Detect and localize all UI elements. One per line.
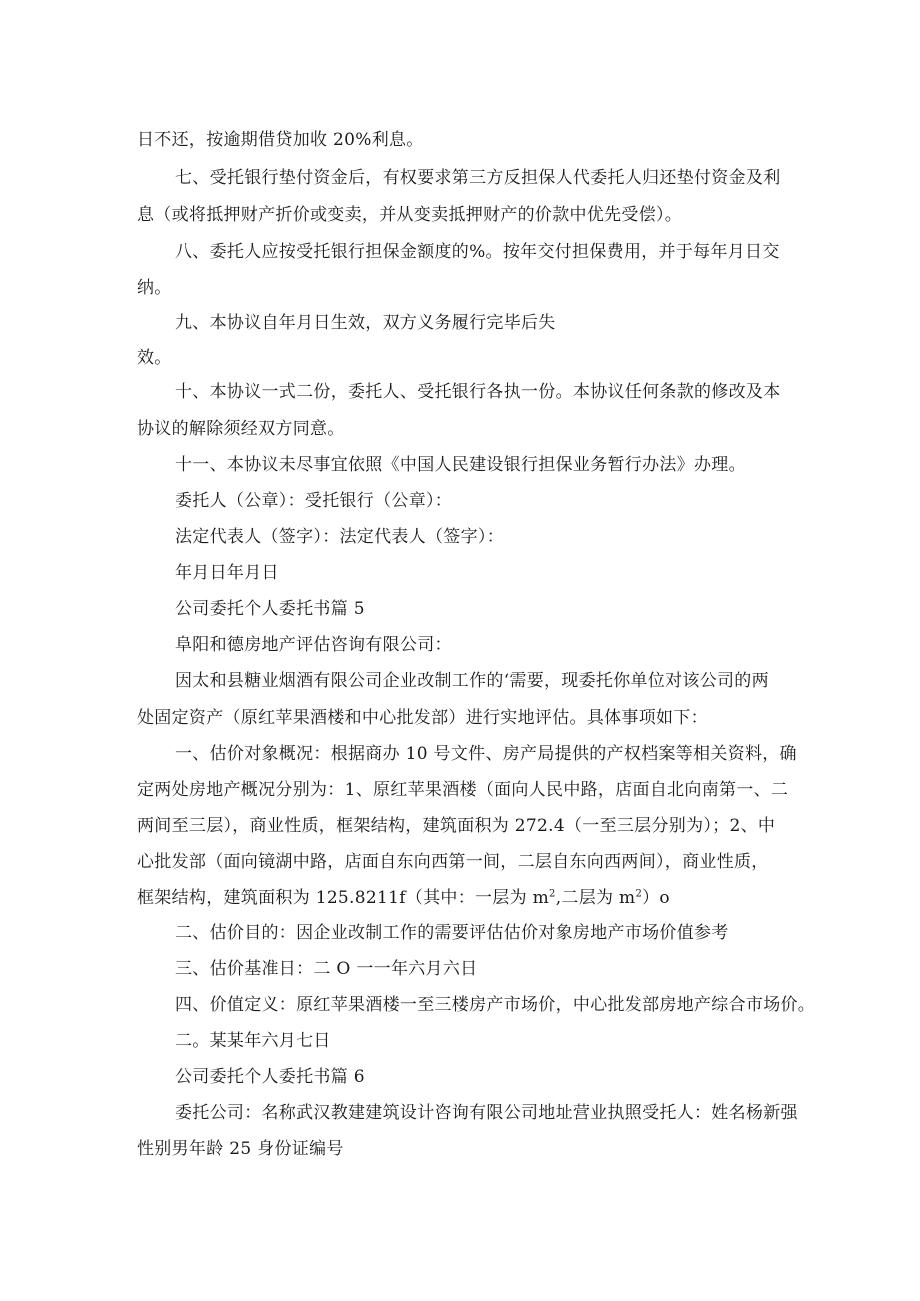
text-line: 八、委托人应按受托银行担保金额度的%。按年交付担保费用，并于每年月日交 [175,242,780,262]
text-line: 协议的解除须经双方同意。 [137,419,345,439]
section-heading: 公司委托个人委托书篇 5 [175,599,365,619]
text-line: 二、估价目的：因企业改制工作的需要评估估价对象房地产市场价值参考 [175,923,729,943]
text-line: 年月日年月日 [175,563,279,583]
text-line: 十一、本协议未尽事宜依照《中国人民建设银行担保业务暂行办法》办理。 [175,455,746,475]
section-heading: 公司委托个人委托书篇 6 [175,1067,365,1087]
text-line: 息（或将抵押财产折价或变卖，并从变卖抵押财产的价款中优先受偿）。 [137,205,683,225]
text-line: 委托人（公章）：受托银行（公章）： [175,491,453,511]
text-line: 纳。 [137,278,172,298]
text-line: 委托公司：名称武汉教建建筑设计咨询有限公司地址营业执照受托人：姓名杨新强 [175,1103,798,1123]
text-line: 二。某某年六月七日 [175,1031,331,1051]
text-line: 一、估价对象概况：根据商办 10 号文件、房产局提供的产权档案等相关资料，确 [175,744,797,764]
text-line: 因太和县糖业烟酒有限公司企业改制工作的‘需要，现委托你单位对该公司的两 [175,671,769,691]
text-line: 效。 [137,348,172,368]
text-line: 日不还，按逾期借贷加收 20%利息。 [137,130,424,150]
text-segment: ,二层为 m [555,888,636,908]
text-line: 阜阳和德房地产评估咨询有限公司： [175,635,452,655]
text-line: 定两处房地产概况分别为：1、原红苹果酒楼（面向人民中路，店面自北向南第一、二 [137,780,789,800]
text-line: 九、本协议自年月日生效，双方义务履行完毕后失 [175,313,556,333]
text-line: 处固定资产（原红苹果酒楼和中心批发部）进行实地评估。具体事项如下： [137,708,708,728]
text-line: 十、本协议一式二份，委托人、受托银行各执一份。本协议任何条款的修改及本 [175,382,781,402]
text-line: 三、估价基准日：二 O 一一年六月六日 [175,959,478,979]
superscript: 2 [635,888,643,900]
text-line: 心批发部（面向镜湖中路，店面自东向西第一间，二层自东向西两间），商业性质， [137,852,769,872]
text-line: 性别男年龄 25 身份证编号 [137,1139,344,1159]
text-line: 两间至三层），商业性质，框架结构，建筑面积为 272.4（一至三层分别为）；2、中 [137,816,776,836]
superscript: 2 [549,888,556,900]
text-line: 四、价值定义：原红苹果酒楼一至三楼房产市场价，中心批发部房地产综合市场价。 [175,995,816,1015]
text-line: 七、受托银行垫付资金后，有权要求第三方反担保人代委托人归还垫付资金及利 [175,168,781,188]
text-segment: 框架结构，建筑面积为 125.8211f（其中：一层为 m [137,888,550,908]
text-line: 法定代表人（签字）：法定代表人（签字）： [175,527,504,547]
text-line [137,886,670,910]
text-segment: ）o [642,888,670,908]
